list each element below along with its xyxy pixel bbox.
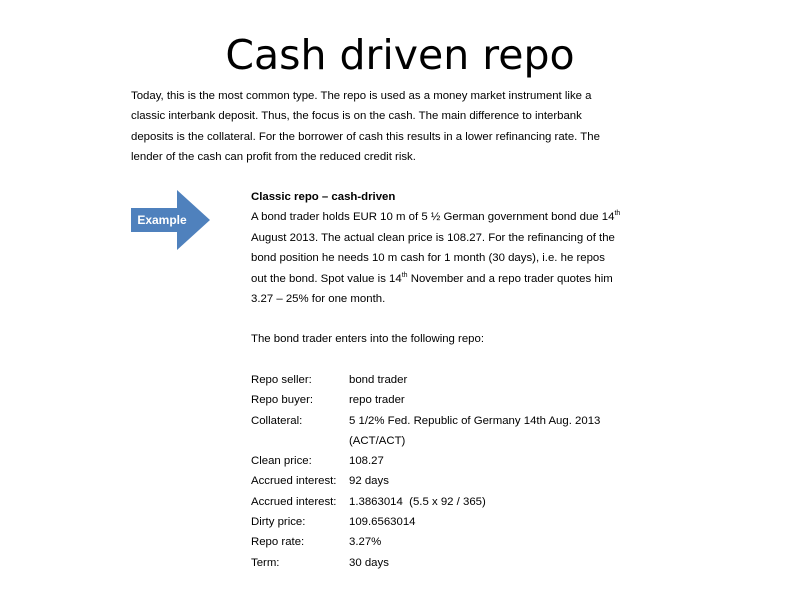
example-description (251, 207, 621, 310)
table-row (251, 471, 631, 491)
term-label: Term: (251, 556, 280, 569)
term-value: 30 days (349, 556, 389, 569)
repo-terms-table (251, 370, 631, 573)
term-value: 109.6563014 (349, 516, 416, 529)
term-value: 3.27% (349, 536, 382, 549)
term-label: Repo rate: (251, 536, 305, 549)
term-label: Repo buyer: (251, 394, 314, 407)
example-text-sup-2: th (401, 271, 408, 279)
term-value: 5 1/2% Fed. Republic of Germany 14th Aug. 2013 (349, 414, 601, 427)
term-label: Clean price: (251, 455, 312, 468)
slide-title: Cash driven repo (225, 31, 575, 79)
intro-paragraph: Today, this is the most common type. The repo is used as a money market instrument like a classic interbank deposit. Thus, the focus is on the cash. The main difference to interbank deposits is the collateral. For the borrower of cash this results in a lower refinancing rate. The lender of the cash can profit from the reduced credit risk. (131, 90, 600, 163)
term-label: Dirty price: (251, 516, 306, 529)
term-label (251, 431, 349, 451)
table-row (251, 553, 631, 573)
term-value: 108.27 (349, 455, 384, 468)
example-text-part-2: August 2013. The actual clean price is 108.27. For the refinancing of the bond position he needs 10 m cash for 1 month (30 days), i.e. he repos out the bond. Spot value is 14 (251, 231, 615, 285)
term-label: Collateral: (251, 414, 303, 427)
table-row (251, 390, 631, 410)
term-value: 92 days (349, 475, 389, 488)
table-row (251, 492, 631, 512)
term-value: bond trader (349, 374, 408, 386)
term-label: Accrued interest: (251, 475, 337, 488)
table-row (251, 411, 631, 431)
table-row (251, 451, 631, 471)
example-text-sup-1: th (614, 210, 621, 218)
table-row (251, 532, 631, 552)
example-text-part-1: A bond trader holds EUR 10 m of 5 ½ German government bond due 14 (251, 211, 615, 223)
table-row (251, 431, 631, 451)
term-label: Repo seller: (251, 374, 312, 386)
repo-intro-text: The bond trader enters into the following repo: (251, 333, 485, 345)
term-value: (ACT/ACT) (349, 434, 406, 447)
table-row (251, 370, 631, 390)
example-text-part-3: November and a repo trader quotes him 3.27 – 25% for one month. (251, 272, 613, 305)
example-heading: Classic repo – cash-driven (251, 191, 396, 203)
example-badge-label: Example (137, 213, 187, 227)
term-value: 1.3863014 (5.5 x 92 / 365) (349, 495, 486, 508)
term-value: repo trader (349, 394, 405, 407)
term-label: Accrued interest: (251, 495, 337, 508)
table-row (251, 512, 631, 532)
